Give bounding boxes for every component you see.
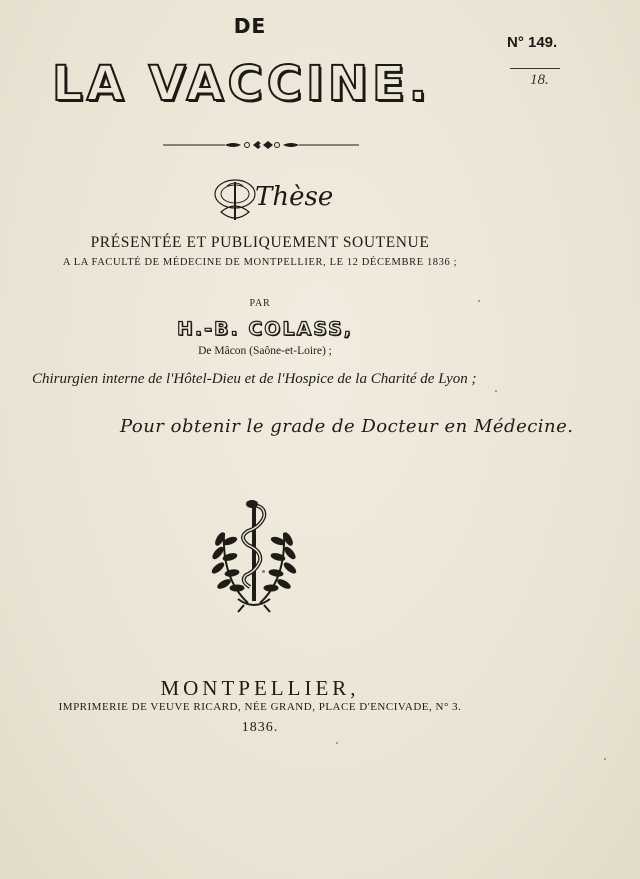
handwritten-number: 18. (530, 72, 549, 88)
number-underline (510, 68, 560, 69)
by-label: PAR (249, 298, 271, 309)
author-position: Chirurgien interne de l'Hôtel-Dieu et de l'Hospice de la Charité de Lyon ; (32, 371, 477, 387)
author-name: H.-B. COLASS, (177, 318, 353, 340)
paper-speck (336, 742, 338, 744)
imprint-city: MONTPELLIER, (160, 676, 360, 700)
catalog-number: N° 149. (507, 34, 558, 51)
author-origin: De Mâcon (Saône-et-Loire) ; (198, 345, 332, 357)
paper-speck (495, 390, 497, 392)
imprint-year: 1836. (241, 720, 279, 735)
paper-speck (604, 758, 606, 760)
degree-line: Pour obtenir le grade de Docteur en Médecine. (120, 416, 574, 437)
ornamental-rule-icon (163, 140, 359, 150)
imprint-printer: IMPRIMERIE DE VEUVE RICARD, NÉE GRAND, PLACE D'ENCIVADE, N° 3. (58, 701, 462, 713)
thesis-label: Thèse (255, 182, 334, 212)
thesis-heading (207, 172, 334, 228)
title-preposition: DE (233, 14, 267, 38)
main-title: LA VACCINE. (52, 56, 431, 112)
paper-speck (262, 570, 265, 573)
paper-speck (478, 300, 480, 302)
presented-line: PRÉSENTÉE ET PUBLIQUEMENT SOUTENUE (90, 234, 430, 251)
caduceus-laurel-icon (208, 495, 300, 613)
faculty-line: A LA FACULTÉ DE MÉDECINE DE MONTPELLIER, LE 12 DÉCEMBRE 1836 ; (62, 257, 458, 268)
